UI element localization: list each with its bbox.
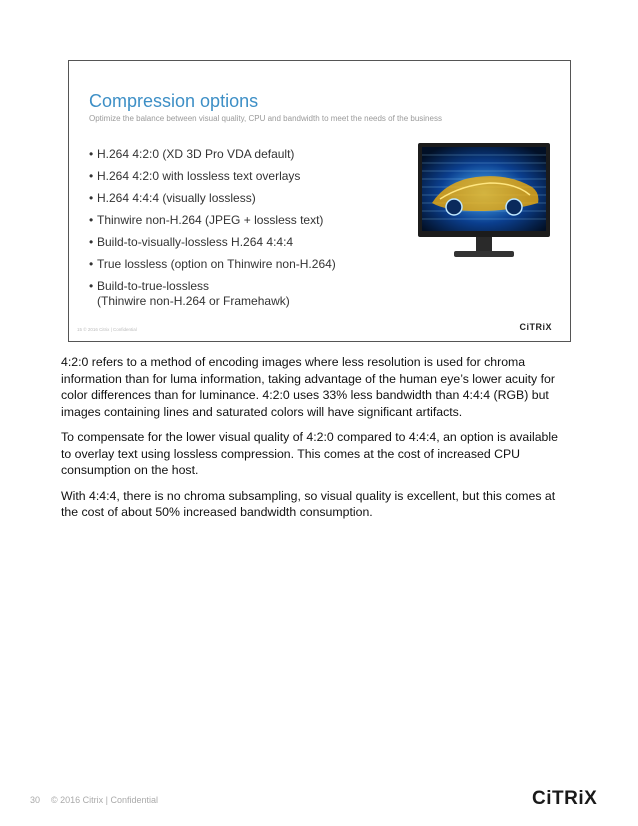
slide-citrix-logo: CiTRiX bbox=[519, 322, 552, 332]
bullet-item: • H.264 4:4:4 (visually lossless) bbox=[89, 191, 256, 205]
slide-title: Compression options bbox=[89, 91, 259, 111]
page-number: 30 bbox=[30, 795, 41, 805]
body-text bbox=[61, 354, 561, 530]
bullet-item: • H.264 4:2:0 (XD 3D Pro VDA default) bbox=[89, 147, 295, 161]
copyright-text: © 2016 Citrix | Confidential bbox=[51, 795, 159, 805]
bullet-continuation: (Thinwire non-H.264 or Framehawk) bbox=[97, 294, 290, 308]
bullet-item: • Thinwire non-H.264 (JPEG + lossless text) bbox=[89, 213, 324, 227]
paragraph: With 4:4:4, there is no chroma subsampling, so visual quality is excellent, but this comes at the cost of about 50% increased bandwidth consumption. bbox=[61, 488, 556, 519]
slide-subtitle: Optimize the balance between visual quality, CPU and bandwidth to meet the needs of the business bbox=[89, 114, 442, 123]
bullet-item: • H.264 4:2:0 with lossless text overlays bbox=[89, 169, 301, 183]
slide-footer: 15 © 2016 Citrix | Confidential bbox=[77, 327, 137, 332]
paragraph: 4:2:0 refers to a method of encoding images where less resolution is used for chroma information than for luma information, taking advantage of the human eye’s lower acuity for color differences than for luminance. 4:2:0 uses 33% less bandwidth than 4:4:4 (RGB) but images containing lines and saturated colors will have significant artifacts. bbox=[61, 355, 555, 419]
monitor-car-image bbox=[416, 141, 552, 263]
citrix-logo: CiTRiX bbox=[532, 788, 598, 809]
bullet-item: • Build-to-true-lossless (Thinwire non-H.264 or Framehawk) bbox=[89, 279, 389, 309]
slide-image bbox=[68, 60, 571, 342]
bullet-item: • True lossless (option on Thinwire non-H.264) bbox=[89, 257, 336, 271]
paragraph: To compensate for the lower visual quality of 4:2:0 compared to 4:4:4, an option is available to overlay text using lossless compression. This comes at the cost of increased CPU consumption on the host. bbox=[61, 430, 558, 477]
bullet-list bbox=[89, 147, 389, 316]
bullet-item: • Build-to-visually-lossless H.264 4:4:4 bbox=[89, 235, 294, 249]
